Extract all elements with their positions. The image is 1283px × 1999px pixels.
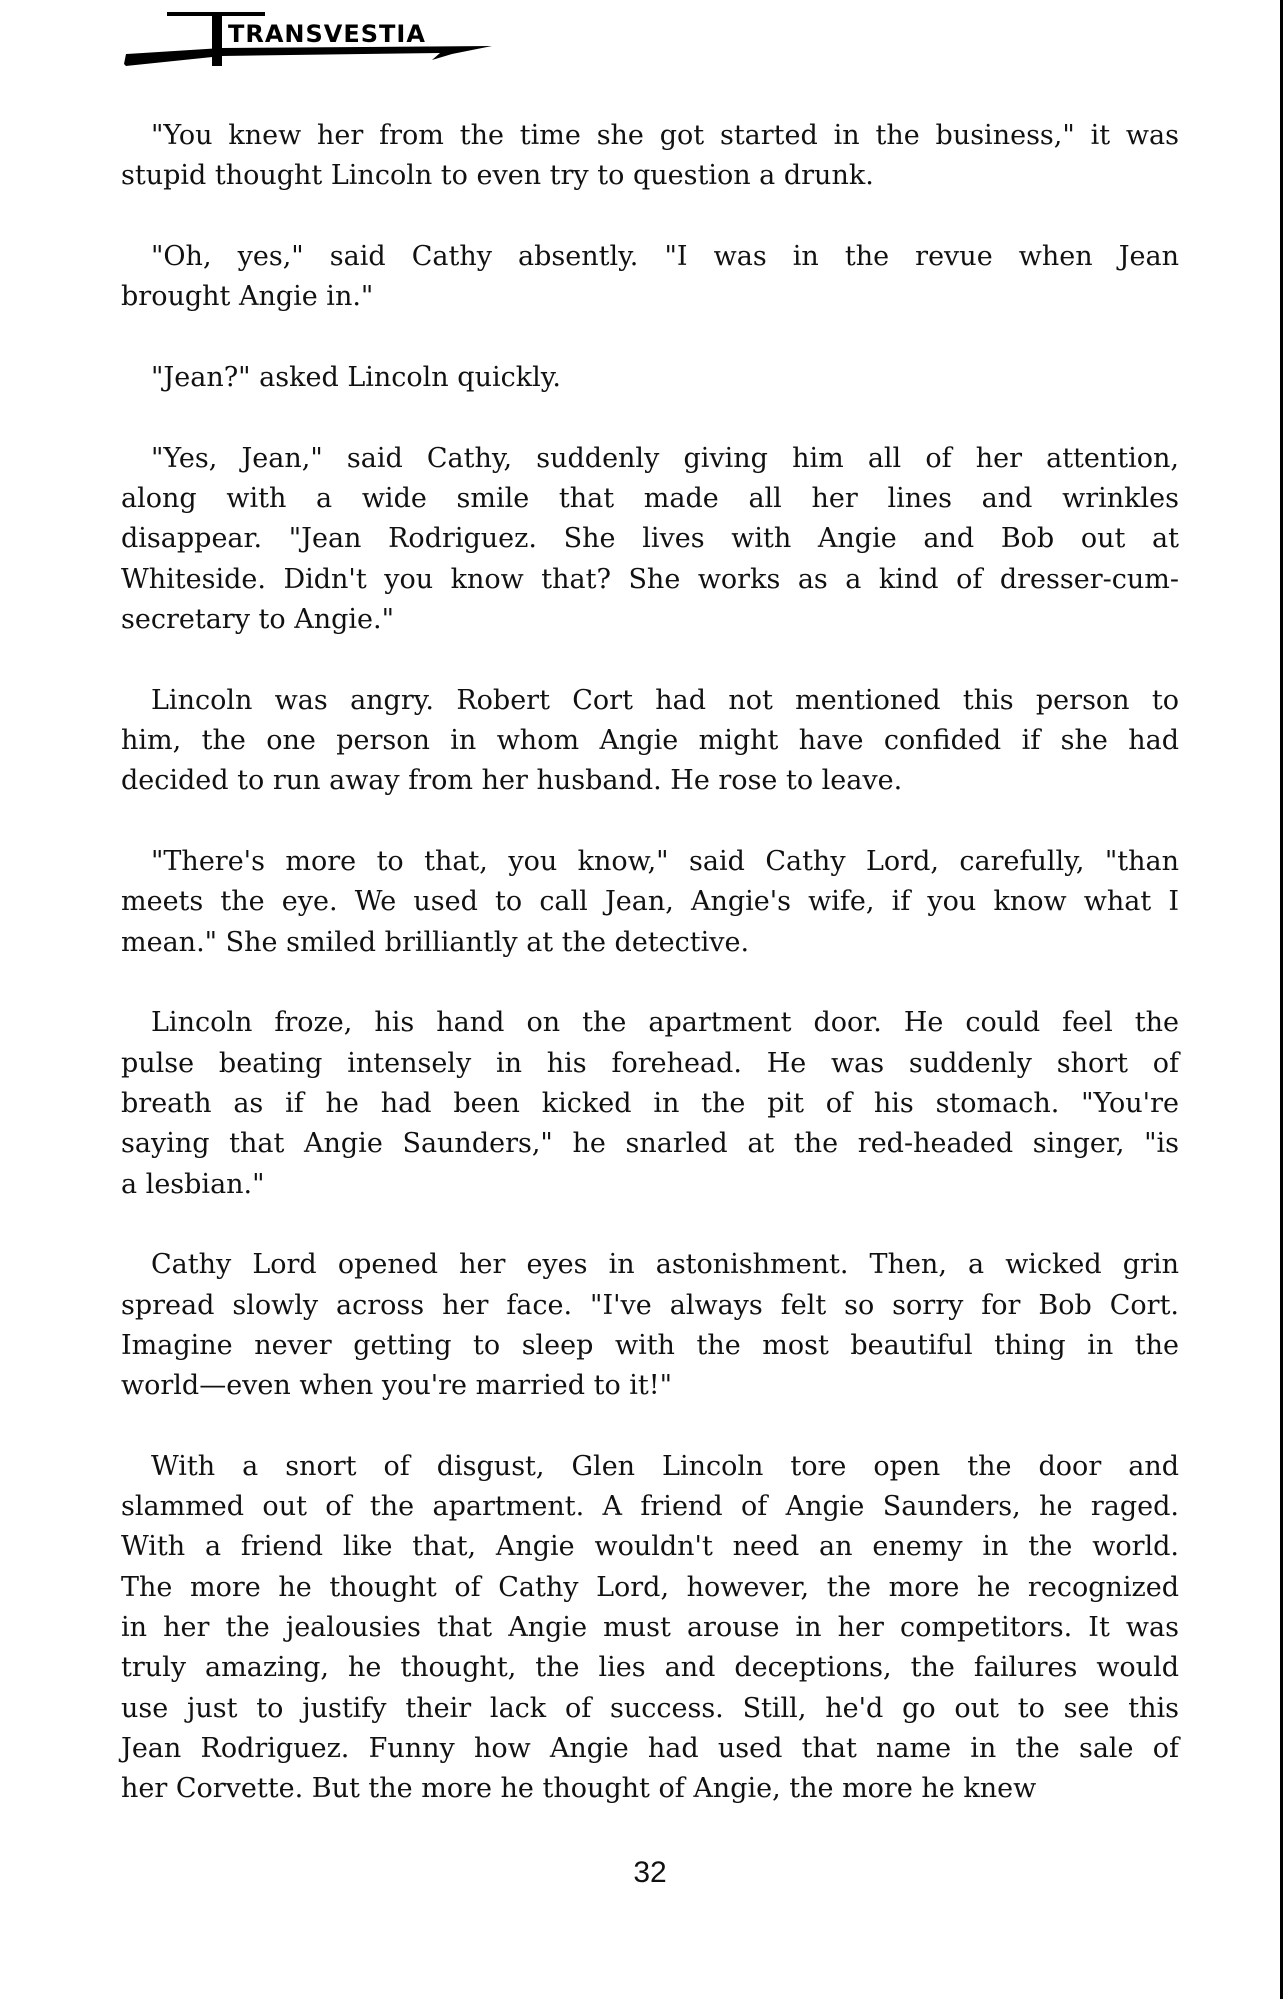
text-line: Cathy Lord opened her eyes in astonishment. Then, a wicked grin — [151, 1249, 1179, 1281]
text-line: her Corvette. But the more he thought of Angie, the more he knew — [121, 1773, 1037, 1805]
paragraph — [121, 1447, 1179, 1810]
text-line: secretary to Angie." — [121, 603, 395, 635]
text-line: Imagine never getting to sleep with the most beautiful thing in the — [121, 1329, 1179, 1361]
text-line: "Jean?" asked Lincoln quickly. — [151, 361, 561, 393]
text-line: a lesbian." — [121, 1168, 265, 1200]
text-line: meets the eye. We used to call Jean, Angie's wife, if you know what I — [121, 886, 1179, 918]
paragraph — [121, 842, 1179, 963]
text-line: "Oh, yes," said Cathy absently. "I was in the revue when Jean — [151, 240, 1179, 272]
paragraph — [121, 1245, 1179, 1406]
logo-text: TRANSVESTIA — [228, 20, 426, 48]
transvestia-logo — [122, 4, 502, 70]
paragraph — [121, 681, 1179, 802]
text-line: brought Angie in." — [121, 281, 374, 313]
text-line: disappear. "Jean Rodriguez. She lives with Angie and Bob out at — [121, 523, 1179, 555]
text-line: breath as if he had been kicked in the pit of his stomach. "You're — [121, 1087, 1179, 1119]
text-line: "You knew her from the time she got started in the business," it was — [151, 120, 1179, 151]
paragraph — [121, 439, 1179, 641]
text-line: "There's more to that, you know," said Cathy Lord, carefully, "than — [151, 845, 1179, 877]
text-line: world—even when you're married to it!" — [121, 1370, 673, 1402]
text-line: use just to justify their lack of success. Still, he'd go out to see this — [121, 1692, 1179, 1724]
paragraph — [121, 358, 1179, 398]
page-body-text — [121, 116, 1179, 1850]
text-line: saying that Angie Saunders," he snarled at the red-headed singer, "is — [121, 1128, 1179, 1160]
text-line: The more he thought of Cathy Lord, however, the more he recognized — [121, 1571, 1179, 1603]
text-line: stupid thought Lincoln to even try to question a drunk. — [121, 160, 874, 192]
paragraph — [121, 116, 1179, 197]
text-line: "Yes, Jean," said Cathy, suddenly giving him all of her attention, — [151, 442, 1179, 474]
text-line: him, the one person in whom Angie might have confided if she had — [121, 724, 1179, 756]
text-line: in her the jealousies that Angie must arouse in her competitors. It was — [121, 1612, 1179, 1644]
text-line: With a friend like that, Angie wouldn't need an enemy in the world. — [121, 1531, 1179, 1563]
text-line: along with a wide smile that made all her lines and wrinkles — [121, 482, 1179, 514]
text-line: spread slowly across her face. "I've always felt so sorry for Bob Cort. — [121, 1289, 1179, 1321]
text-line: pulse beating intensely in his forehead. He was suddenly short of — [121, 1047, 1179, 1079]
paragraph — [121, 237, 1179, 318]
text-line: mean." She smiled brilliantly at the detective. — [121, 926, 750, 958]
page-number: 32 — [633, 1856, 667, 1889]
text-line: slammed out of the apartment. A friend of Angie Saunders, he raged. — [121, 1491, 1179, 1523]
paragraph — [121, 1003, 1179, 1205]
text-line: decided to run away from her husband. He rose to leave. — [121, 765, 903, 797]
text-line: Lincoln froze, his hand on the apartment door. He could feel the — [151, 1007, 1179, 1039]
text-line: Whiteside. Didn't you know that? She works as a kind of dresser-cum- — [121, 563, 1179, 595]
text-line: Lincoln was angry. Robert Cort had not mentioned this person to — [151, 684, 1179, 716]
text-line: truly amazing, he thought, the lies and deceptions, the failures would — [121, 1652, 1179, 1684]
text-line: With a snort of disgust, Glen Lincoln tore open the door and — [151, 1450, 1179, 1482]
text-line: Jean Rodriguez. Funny how Angie had used that name in the sale of — [121, 1733, 1179, 1765]
